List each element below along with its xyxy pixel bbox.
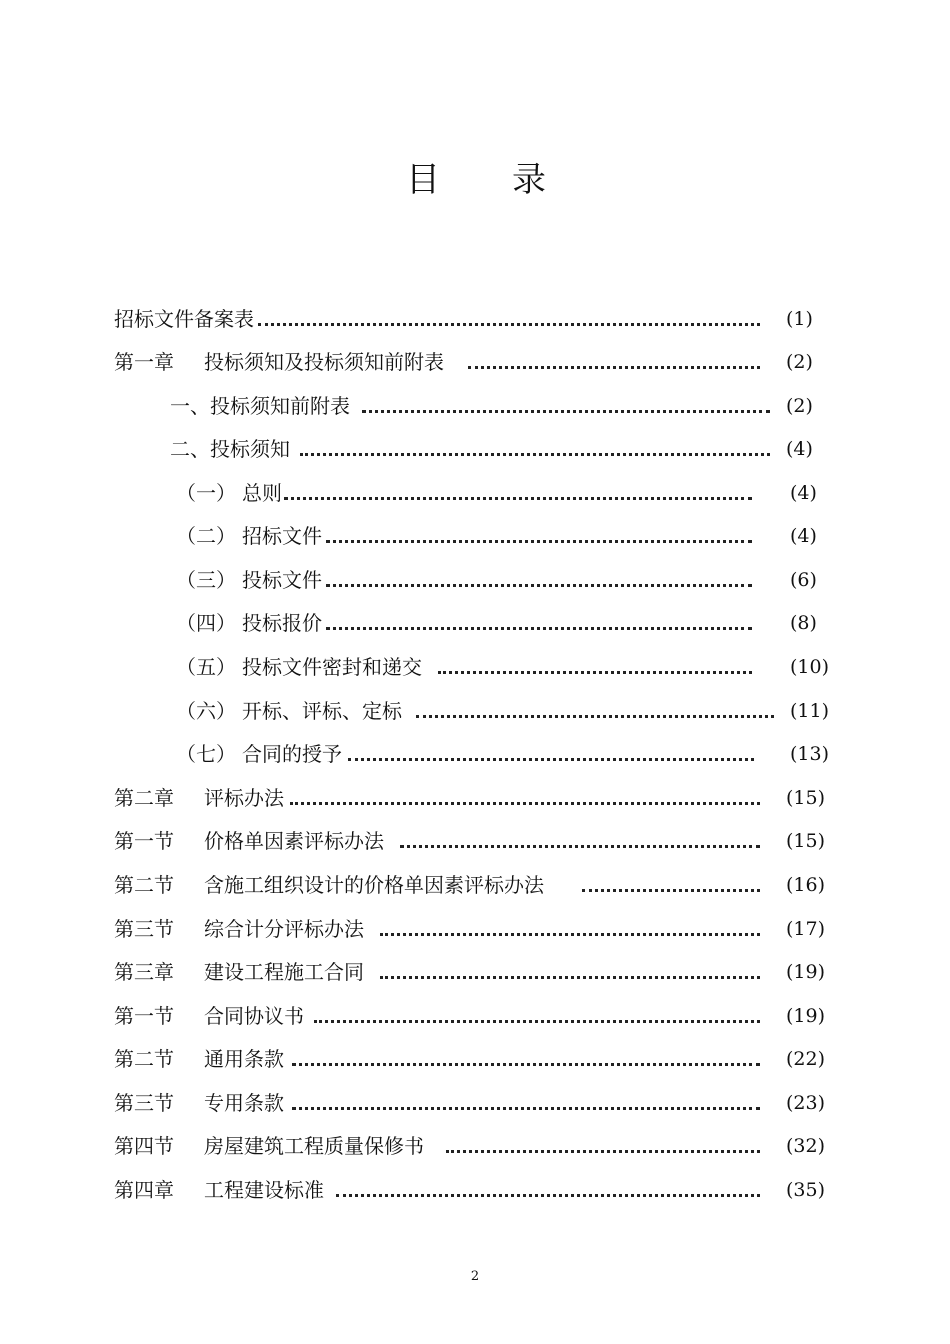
dot-leader: [348, 758, 754, 761]
toc-title-char-2: 录: [512, 160, 546, 200]
toc-entry-page: (15): [786, 787, 826, 809]
dot-leader: [290, 802, 760, 805]
toc-entry-prefix: （二）: [176, 524, 236, 548]
toc-entry-page: (17): [786, 918, 826, 940]
toc-entry-page: (11): [790, 700, 830, 722]
toc-entry-page: (16): [786, 874, 826, 896]
dot-leader: [292, 1063, 760, 1066]
dot-leader: [362, 410, 770, 413]
toc-entry-prefix: （六）: [176, 699, 236, 723]
toc-title-char-1: 目: [406, 160, 440, 200]
toc-entry-page: (4): [790, 525, 817, 547]
toc-entry-page: (6): [790, 569, 817, 591]
dot-leader: [468, 366, 760, 369]
toc-entry[interactable]: [0, 826, 950, 856]
toc-entry-prefix: 第一节: [114, 829, 174, 853]
dot-leader: [336, 1194, 760, 1197]
toc-entry-text: 评标办法: [204, 786, 284, 810]
toc-entry-text: 合同的授予: [242, 742, 342, 766]
toc-entry-page: (1): [786, 308, 813, 330]
toc-entry-text: 二、投标须知: [170, 437, 290, 461]
toc-entry-prefix: （七）: [176, 742, 236, 766]
dot-leader: [326, 540, 752, 543]
dot-leader: [582, 889, 760, 892]
toc-entry-text: 房屋建筑工程质量保修书: [204, 1134, 424, 1158]
toc-entry-prefix: 第一章: [114, 350, 174, 374]
dot-leader: [258, 323, 760, 326]
dot-leader: [380, 933, 760, 936]
dot-leader: [314, 1020, 760, 1023]
toc-entry[interactable]: [0, 696, 950, 726]
dot-leader: [446, 1150, 760, 1153]
toc-entry-prefix: （三）: [176, 568, 236, 592]
toc-entry-text: 一、投标须知前附表: [170, 394, 350, 418]
toc-entry-page: (4): [786, 438, 813, 460]
toc-entry-text: 开标、评标、定标: [242, 699, 402, 723]
toc-entry-page: (2): [786, 351, 813, 373]
toc-entry-prefix: 第二节: [114, 1047, 174, 1071]
toc-entry-text: 价格单因素评标办法: [204, 829, 384, 853]
toc-entry-text: 投标报价: [242, 611, 322, 635]
toc-title: [0, 158, 950, 202]
toc-entry-page: (13): [790, 743, 830, 765]
toc-entry-page: (10): [790, 656, 830, 678]
dot-leader: [380, 976, 760, 979]
toc-entry-prefix: 第二章: [114, 786, 174, 810]
toc-entry-text: 工程建设标准: [204, 1178, 324, 1202]
toc-entry[interactable]: [0, 608, 950, 638]
toc-entry[interactable]: [0, 870, 950, 900]
toc-entry-text: 含施工组织设计的价格单因素评标办法: [204, 873, 544, 897]
toc-entry[interactable]: [0, 957, 950, 987]
toc-entry[interactable]: [0, 565, 950, 595]
toc-entry[interactable]: [0, 1001, 950, 1031]
toc-entry-prefix: （四）: [176, 611, 236, 635]
toc-entry-text: 投标文件: [242, 568, 322, 592]
toc-entry[interactable]: [0, 478, 950, 508]
dot-leader: [292, 1107, 760, 1110]
toc-entry[interactable]: [0, 434, 950, 464]
toc-entry-text: 建设工程施工合同: [204, 960, 364, 984]
toc-entry[interactable]: [0, 1175, 950, 1205]
toc-entry-prefix: 第四章: [114, 1178, 174, 1202]
toc-entry-text: 通用条款: [204, 1047, 284, 1071]
dot-leader: [416, 715, 774, 718]
dot-leader: [284, 497, 752, 500]
toc-entry[interactable]: [0, 347, 950, 377]
toc-entry[interactable]: [0, 521, 950, 551]
toc-entry[interactable]: [0, 1044, 950, 1074]
toc-entry-page: (23): [786, 1092, 826, 1114]
toc-entry-prefix: 第三章: [114, 960, 174, 984]
toc-entry-prefix: 第四节: [114, 1134, 174, 1158]
toc-entry-page: (4): [790, 482, 817, 504]
toc-entry[interactable]: [0, 1088, 950, 1118]
toc-entry-text: 专用条款: [204, 1091, 284, 1115]
dot-leader: [326, 584, 752, 587]
toc-entry-page: (35): [786, 1179, 826, 1201]
toc-entry[interactable]: [0, 391, 950, 421]
toc-entry-prefix: （五）: [176, 655, 236, 679]
toc-entry-text: 投标文件密封和递交: [242, 655, 422, 679]
toc-entry-page: (19): [786, 961, 826, 983]
toc-entry-page: (8): [790, 612, 817, 634]
toc-entry-prefix: 第三节: [114, 1091, 174, 1115]
dot-leader: [326, 627, 752, 630]
toc-entry[interactable]: [0, 652, 950, 682]
toc-entry-page: (2): [786, 395, 813, 417]
toc-entry[interactable]: [0, 783, 950, 813]
toc-entry[interactable]: [0, 1131, 950, 1161]
toc-entry-text: 投标须知及投标须知前附表: [204, 350, 444, 374]
toc-entry-prefix: 第一节: [114, 1004, 174, 1028]
toc-entry-text: 招标文件备案表: [114, 307, 254, 331]
toc-entry-text: 总则: [242, 481, 282, 505]
toc-entry-prefix: 第二节: [114, 873, 174, 897]
toc-entry-page: (22): [786, 1048, 826, 1070]
toc-entry-text: 招标文件: [242, 524, 322, 548]
toc-entry[interactable]: [0, 304, 950, 334]
dot-leader: [438, 671, 752, 674]
toc-entry-page: (19): [786, 1005, 826, 1027]
toc-entry-page: (32): [786, 1135, 826, 1157]
toc-entry[interactable]: [0, 914, 950, 944]
page-number: 2: [470, 1269, 480, 1284]
dot-leader: [400, 845, 760, 848]
toc-entry-page: (15): [786, 830, 826, 852]
toc-entry[interactable]: [0, 739, 950, 769]
dot-leader: [300, 453, 770, 456]
toc-entry-text: 综合计分评标办法: [204, 917, 364, 941]
toc-entry-prefix: 第三节: [114, 917, 174, 941]
toc-entry-prefix: （一）: [176, 481, 236, 505]
toc-entry-text: 合同协议书: [204, 1004, 304, 1028]
